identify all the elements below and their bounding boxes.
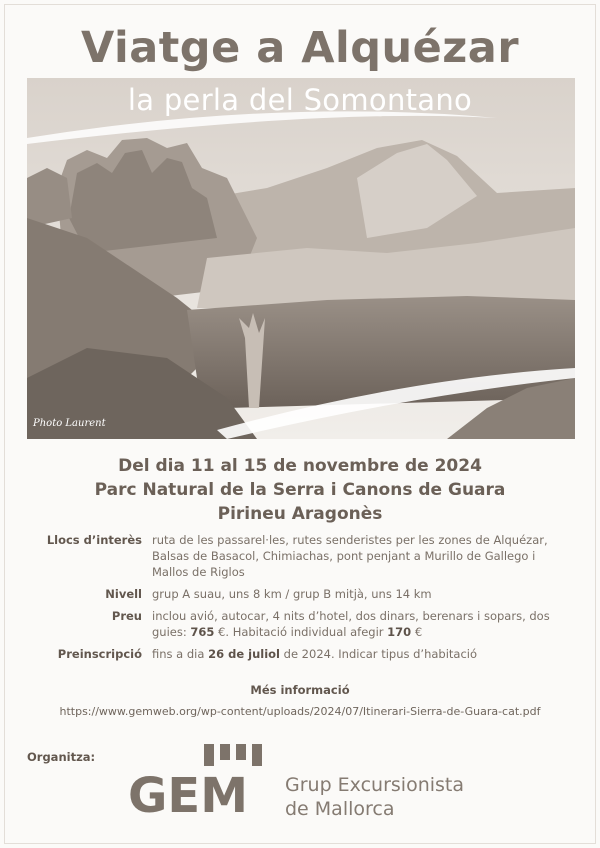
organizer-name-line-2: de Mallorca xyxy=(285,798,395,820)
organizer-name-line-1: Grup Excursionista xyxy=(285,774,465,796)
more-info-title: Més informació xyxy=(250,683,350,697)
detail-label: Llocs d’interès xyxy=(46,533,142,547)
price-text: € xyxy=(411,625,423,639)
landscape-photo xyxy=(27,78,575,439)
organizer-label: Organitza: xyxy=(27,750,96,764)
price-text: €. Habitació individual afegir xyxy=(214,625,388,639)
detail-label: Nivell xyxy=(105,587,142,601)
detail-row-registration xyxy=(28,646,578,662)
registration-deadline: 26 de juliol xyxy=(208,647,280,661)
event-region: Pirineu Aragonès xyxy=(217,504,383,524)
detail-value: grup A suau, uns 8 km / grup B mitjà, uns 14 km xyxy=(152,587,432,601)
organizer-name xyxy=(285,773,464,821)
more-info xyxy=(0,683,600,718)
poster-subtitle: la perla del Somontano xyxy=(127,83,473,117)
detail-row-price xyxy=(28,608,578,640)
price-text: inclou avió, autocar, 4 nits d’hotel, dos dinars, berenars i sopars, dos guies: xyxy=(152,609,550,639)
logo-text: GEM xyxy=(128,768,248,820)
registration-text: de 2024. Indicar tipus d’habitació xyxy=(280,647,478,661)
event-headline xyxy=(0,454,600,526)
gem-logo xyxy=(128,742,278,820)
single-room-price: 170 xyxy=(387,625,412,639)
detail-row-level xyxy=(28,586,578,602)
event-dates: Del dia 11 al 15 de novembre de 2024 xyxy=(118,456,482,476)
detail-label: Preinscripció xyxy=(57,647,142,661)
registration-text: fins a dia xyxy=(152,647,209,661)
poster-title: Viatge a Alquézar xyxy=(80,23,520,73)
detail-value: ruta de les passarel·les, rutes senderistes per les zones de Alquézar, Balsas de Basacol, Chimiachas, pont penjant a Murillo de Gallego i Mallos de Riglos xyxy=(152,533,548,579)
detail-value xyxy=(152,646,572,662)
detail-label: Preu xyxy=(111,609,142,623)
photo-credit: Photo Laurent xyxy=(33,418,106,429)
more-info-link[interactable]: https://www.gemweb.org/wp-content/uploads/2024/07/Itinerari-Sierra-de-Guara-cat.pdf xyxy=(59,705,541,718)
event-park: Parc Natural de la Serra i Canons de Guara xyxy=(94,480,506,500)
detail-row-places xyxy=(28,532,578,580)
details-list xyxy=(28,532,578,668)
price-amount: 765 xyxy=(190,625,215,639)
detail-value xyxy=(152,608,572,640)
